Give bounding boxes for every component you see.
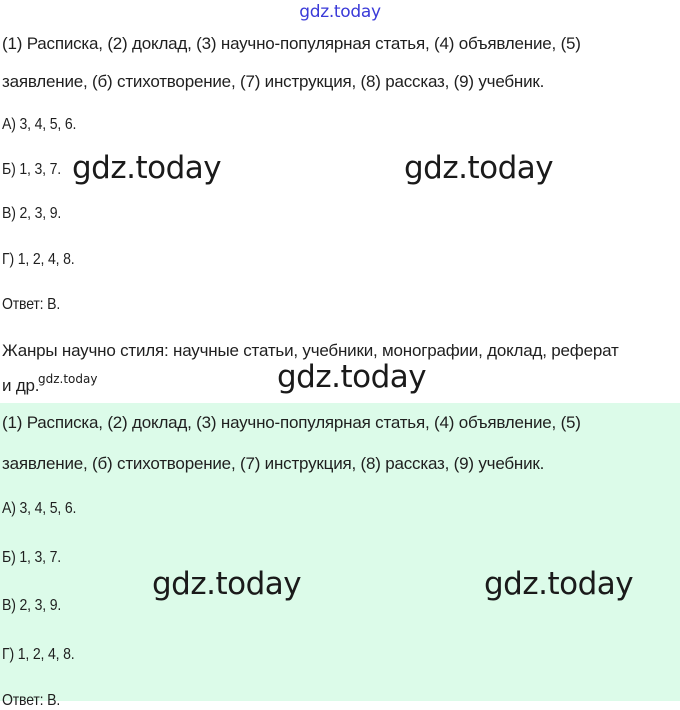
option-a: А) 3, 4, 5, 6.	[2, 500, 77, 517]
answer-line: Ответ: В.	[2, 296, 61, 313]
option-g: Г) 1, 2, 4, 8.	[2, 646, 75, 663]
option-v: В) 2, 3, 9.	[2, 205, 62, 222]
task-line-1: (1) Расписка, (2) доклад, (3) научно-популярная статья, (4) объявление, (5)	[2, 413, 581, 432]
option-a: А) 3, 4, 5, 6.	[2, 116, 77, 133]
option-b: Б) 1, 3, 7.	[2, 549, 61, 566]
watermark: gdz.today	[72, 150, 222, 186]
watermark-small: gdz.today	[38, 372, 98, 386]
task-line-1: (1) Расписка, (2) доклад, (3) научно-популярная статья, (4) объявление, (5)	[2, 34, 581, 53]
option-g: Г) 1, 2, 4, 8.	[2, 251, 75, 268]
answer-line: Ответ: В.	[2, 692, 61, 709]
task-line-2: заявление, (б) стихотворение, (7) инструкция, (8) рассказ, (9) учебник.	[2, 454, 545, 473]
highlighted-answer-block	[0, 403, 680, 709]
genres-line-2: и др.	[2, 376, 40, 395]
watermark: gdz.today	[484, 566, 634, 602]
option-b: Б) 1, 3, 7.	[2, 161, 61, 178]
genres-line-1: Жанры научно стиля: научные статьи, учебники, монографии, доклад, реферат	[2, 341, 619, 360]
watermark: gdz.today	[152, 566, 302, 602]
task-line-2: заявление, (б) стихотворение, (7) инструкция, (8) рассказ, (9) учебник.	[2, 72, 545, 91]
watermark: gdz.today	[277, 359, 427, 395]
site-title-link[interactable]: gdz.today	[299, 2, 381, 22]
option-v: В) 2, 3, 9.	[2, 597, 62, 614]
watermark: gdz.today	[404, 150, 554, 186]
